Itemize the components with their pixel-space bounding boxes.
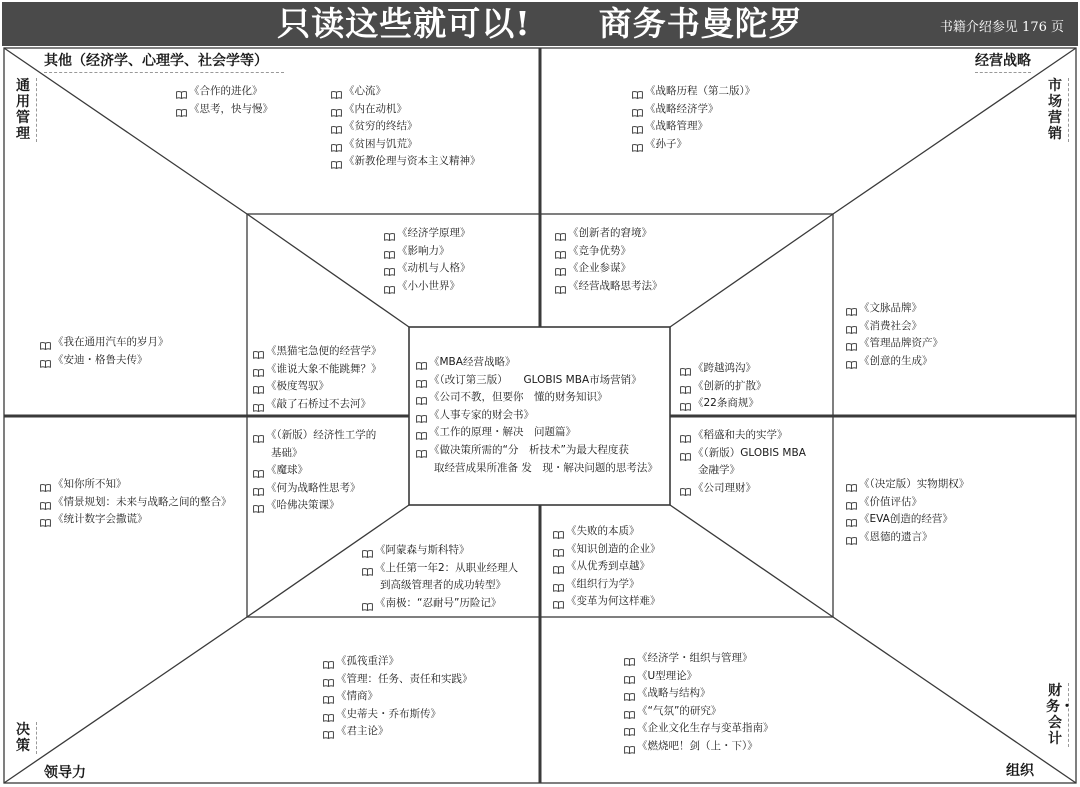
open-book-icon bbox=[555, 265, 566, 273]
book-entry bbox=[331, 153, 481, 171]
book-title: 《竞争优势》 bbox=[568, 244, 631, 257]
book-entry bbox=[680, 395, 759, 413]
book-title: 《心流》 bbox=[344, 85, 386, 97]
diagonal-bottom-right bbox=[833, 617, 1076, 783]
book-title: 《内在动机》 bbox=[344, 102, 407, 115]
book-title: 《（决定版）实物期权》 bbox=[859, 478, 970, 490]
category-general: 通用管理 bbox=[14, 78, 37, 142]
book-title: 《何为战略性思考》 bbox=[266, 481, 361, 494]
book-title: 《做决策所需的“分 析技术”为最大程度获 bbox=[429, 444, 629, 456]
book-title: 《上任第一年2：从职业经理人 bbox=[375, 561, 519, 574]
book-title: 《知识创造的企业》 bbox=[566, 542, 661, 555]
book-entry bbox=[624, 720, 774, 738]
open-book-icon bbox=[253, 432, 264, 440]
book-entry bbox=[555, 260, 631, 278]
book-entry bbox=[176, 83, 263, 101]
book-entry bbox=[253, 361, 382, 379]
book-entry bbox=[846, 318, 922, 336]
book-entry bbox=[323, 723, 389, 741]
open-book-icon bbox=[384, 230, 395, 238]
book-entry bbox=[553, 593, 661, 611]
book-title: 《贫困与饥荒》 bbox=[344, 137, 418, 150]
open-book-icon bbox=[624, 743, 635, 751]
book-entry bbox=[553, 541, 661, 559]
book-title: 《消费社会》 bbox=[859, 319, 922, 332]
open-book-icon bbox=[331, 123, 342, 131]
book-title: 《燃烧吧！剑（上・下）》 bbox=[637, 740, 758, 752]
book-title: 《知你所不知》 bbox=[53, 478, 127, 490]
book-entry bbox=[680, 378, 767, 396]
book-entry bbox=[331, 136, 418, 154]
open-book-icon bbox=[40, 339, 51, 347]
book-entry bbox=[40, 511, 148, 529]
book-title: 《经济学・组织与管理》 bbox=[637, 652, 753, 664]
book-title: 《创新的扩散》 bbox=[693, 379, 767, 392]
open-book-icon bbox=[846, 340, 857, 348]
book-entry bbox=[416, 407, 534, 425]
open-book-icon bbox=[331, 158, 342, 166]
book-entry bbox=[40, 494, 232, 512]
open-book-icon bbox=[253, 348, 264, 356]
book-entry bbox=[555, 278, 663, 296]
book-title: 《合作的进化》 bbox=[189, 85, 263, 97]
open-book-icon bbox=[331, 141, 342, 149]
open-book-icon bbox=[384, 283, 395, 291]
book-title: 《工作的原理・解决 问题篇》 bbox=[429, 426, 576, 439]
book-entry bbox=[323, 706, 441, 724]
open-book-icon bbox=[553, 581, 564, 589]
book-entry bbox=[632, 136, 687, 154]
diagonal-top-right bbox=[833, 48, 1076, 214]
open-book-icon bbox=[416, 359, 427, 367]
book-entry bbox=[553, 523, 640, 541]
open-book-icon bbox=[331, 106, 342, 114]
book-title: 《我在通用汽车的岁月》 bbox=[53, 336, 169, 348]
book-entry bbox=[384, 225, 471, 243]
category-decision: 决策 bbox=[14, 722, 37, 754]
book-title: 《贫穷的终结》 bbox=[344, 120, 418, 133]
book-title: 《思考，快与慢》 bbox=[189, 102, 273, 115]
book-entry bbox=[253, 343, 382, 361]
book-entry bbox=[323, 688, 378, 706]
book-entry bbox=[253, 396, 371, 414]
open-book-icon bbox=[40, 516, 51, 524]
book-title: 《哈佛决策课》 bbox=[266, 499, 340, 512]
diagonal-inner-bottom-right bbox=[670, 505, 833, 617]
open-book-icon bbox=[846, 305, 857, 313]
book-title: 《MBA经营战略》 bbox=[429, 356, 516, 368]
book-title: 《管理：任务、责任和实践》 bbox=[336, 672, 473, 685]
book-entry bbox=[680, 480, 756, 498]
book-entry bbox=[624, 668, 697, 686]
book-entry bbox=[553, 576, 640, 594]
book-title: 《失败的本质》 bbox=[566, 525, 640, 537]
book-entry bbox=[331, 83, 386, 101]
open-book-icon bbox=[323, 658, 334, 666]
book-title: 《南极：“忍耐号”历险记》 bbox=[375, 596, 502, 609]
category-marketing: 市场营销 bbox=[1046, 78, 1069, 142]
book-title: 《公司理财》 bbox=[693, 481, 756, 494]
open-book-icon bbox=[553, 528, 564, 536]
open-book-icon bbox=[416, 447, 427, 455]
open-book-icon bbox=[846, 516, 857, 524]
category-strategy: 经营战略 bbox=[975, 53, 1031, 73]
open-book-icon bbox=[253, 366, 264, 374]
open-book-icon bbox=[323, 693, 334, 701]
open-book-icon bbox=[416, 377, 427, 385]
book-title: 《从优秀到卓越》 bbox=[566, 560, 650, 573]
book-title: 《君主论》 bbox=[336, 725, 389, 738]
book-entry bbox=[331, 118, 418, 136]
book-entry bbox=[384, 243, 450, 261]
open-book-icon bbox=[331, 88, 342, 96]
book-title: 《孤筏重洋》 bbox=[336, 655, 399, 667]
book-title: 《跨越鸿沟》 bbox=[693, 362, 756, 374]
book-entry bbox=[846, 476, 969, 494]
book-title: 《战略经济学》 bbox=[645, 102, 719, 115]
open-book-icon bbox=[176, 88, 187, 96]
book-title-continued: 到高级管理者的成功转型》 bbox=[380, 579, 506, 592]
book-title: 《“气氛”的研究》 bbox=[637, 704, 722, 717]
page-title: 只读这些就可以! 商务书曼陀罗 bbox=[277, 4, 803, 43]
book-entry bbox=[846, 529, 933, 547]
open-book-icon bbox=[846, 481, 857, 489]
book-entry bbox=[362, 542, 470, 560]
open-book-icon bbox=[384, 265, 395, 273]
open-book-icon bbox=[553, 546, 564, 554]
book-entry bbox=[680, 427, 788, 445]
open-book-icon bbox=[846, 534, 857, 542]
open-book-icon bbox=[40, 499, 51, 507]
open-book-icon bbox=[680, 485, 691, 493]
book-title: 《魔球》 bbox=[266, 464, 308, 477]
book-entry bbox=[416, 354, 515, 372]
book-entry bbox=[253, 462, 308, 480]
open-book-icon bbox=[624, 690, 635, 698]
book-title: 《战略管理》 bbox=[645, 120, 708, 133]
open-book-icon bbox=[176, 106, 187, 114]
open-book-icon bbox=[624, 725, 635, 733]
book-title-continued: 金融学》 bbox=[698, 464, 740, 477]
book-title-continued: 基础》 bbox=[271, 446, 303, 459]
book-entry bbox=[40, 476, 127, 494]
open-book-icon bbox=[680, 450, 691, 458]
book-entry bbox=[680, 360, 756, 378]
book-entry bbox=[362, 560, 518, 578]
open-book-icon bbox=[846, 499, 857, 507]
book-title: 《恩德的遗言》 bbox=[859, 530, 933, 543]
book-title: 《情商》 bbox=[336, 690, 378, 703]
category-leadership: 领导力 bbox=[44, 765, 86, 781]
open-book-icon bbox=[553, 598, 564, 606]
book-entry bbox=[416, 424, 576, 442]
book-entry bbox=[624, 650, 753, 668]
book-title: 《稻盛和夫的实学》 bbox=[693, 429, 788, 441]
open-book-icon bbox=[362, 565, 373, 573]
book-entry bbox=[331, 101, 407, 119]
book-title: 《史蒂夫・乔布斯传》 bbox=[336, 707, 441, 720]
open-book-icon bbox=[846, 358, 857, 366]
open-book-icon bbox=[680, 365, 691, 373]
open-book-icon bbox=[416, 412, 427, 420]
book-entry bbox=[416, 372, 642, 390]
book-entry bbox=[632, 83, 755, 101]
book-title: 《（改订第三版） GLOBIS MBA市场营销》 bbox=[429, 373, 642, 386]
book-entry bbox=[323, 671, 473, 689]
book-title: 《小小世界》 bbox=[397, 279, 460, 292]
book-title: 《敲了石桥过不去河》 bbox=[266, 397, 371, 410]
book-title: 《企业文化生存与变革指南》 bbox=[637, 722, 774, 735]
book-entry bbox=[40, 352, 148, 370]
open-book-icon bbox=[680, 432, 691, 440]
book-entry bbox=[253, 378, 329, 396]
open-book-icon bbox=[40, 357, 51, 365]
page-reference: 书籍介绍参见 176 页 bbox=[939, 20, 1064, 35]
book-title: 《经营战略思考法》 bbox=[568, 279, 663, 292]
open-book-icon bbox=[253, 383, 264, 391]
book-title: 《（新版）GLOBIS MBA bbox=[693, 446, 806, 459]
open-book-icon bbox=[680, 383, 691, 391]
open-book-icon bbox=[555, 230, 566, 238]
open-book-icon bbox=[624, 673, 635, 681]
open-book-icon bbox=[253, 401, 264, 409]
book-title: 《公司不教，但要你 懂的财务知识》 bbox=[429, 391, 608, 404]
book-title: 《人事专家的财会书》 bbox=[429, 408, 534, 421]
book-entry bbox=[555, 225, 652, 243]
open-book-icon bbox=[384, 248, 395, 256]
book-entry bbox=[680, 445, 806, 463]
book-title: 《22条商规》 bbox=[693, 397, 759, 410]
book-entry bbox=[846, 300, 922, 318]
open-book-icon bbox=[253, 485, 264, 493]
book-entry bbox=[253, 427, 376, 445]
book-entry bbox=[632, 101, 719, 119]
book-title: 《情景规划：未来与战略之间的整合》 bbox=[53, 495, 232, 508]
book-entry bbox=[253, 480, 361, 498]
book-entry bbox=[40, 334, 169, 352]
open-book-icon bbox=[553, 563, 564, 571]
book-entry bbox=[323, 653, 399, 671]
open-book-icon bbox=[416, 394, 427, 402]
book-title: 《价值评估》 bbox=[859, 495, 922, 508]
open-book-icon bbox=[323, 728, 334, 736]
open-book-icon bbox=[632, 88, 643, 96]
book-entry bbox=[553, 558, 650, 576]
book-entry bbox=[555, 243, 631, 261]
book-title: 《新教伦理与资本主义精神》 bbox=[344, 155, 481, 168]
book-entry bbox=[384, 278, 460, 296]
category-organization: 组织 bbox=[1006, 763, 1034, 779]
book-entry bbox=[846, 335, 943, 353]
open-book-icon bbox=[624, 655, 635, 663]
category-other: 其他（经济学、心理学、社会学等） bbox=[44, 53, 284, 73]
book-title: 《黑猫宅急便的经营学》 bbox=[266, 345, 382, 357]
book-entry bbox=[624, 738, 758, 756]
book-title: 《管理品牌资产》 bbox=[859, 337, 943, 350]
book-title: 《阿蒙森与斯科特》 bbox=[375, 544, 470, 556]
book-title: 《战略历程（第二版）》 bbox=[645, 85, 756, 97]
open-book-icon bbox=[416, 429, 427, 437]
book-title: 《极度驾驭》 bbox=[266, 380, 329, 393]
book-title: 《安迪・格鲁夫传》 bbox=[53, 353, 148, 366]
book-title: 《U型理论》 bbox=[637, 669, 698, 682]
open-book-icon bbox=[253, 467, 264, 475]
book-entry bbox=[416, 442, 629, 460]
open-book-icon bbox=[323, 676, 334, 684]
open-book-icon bbox=[362, 600, 373, 608]
book-entry bbox=[362, 595, 501, 613]
book-title: 《创新者的窘境》 bbox=[568, 227, 652, 239]
book-title: 《文脉品牌》 bbox=[859, 302, 922, 314]
open-book-icon bbox=[632, 123, 643, 131]
open-book-icon bbox=[555, 248, 566, 256]
category-finance: 财务・会计 bbox=[1046, 683, 1074, 747]
book-title: 《战略与结构》 bbox=[637, 687, 711, 700]
book-title: 《（新版）经济性工学的 bbox=[266, 429, 377, 441]
book-entry bbox=[624, 685, 711, 703]
book-title: 《企业参谋》 bbox=[568, 262, 631, 275]
book-entry bbox=[624, 703, 721, 721]
book-title: 《影响力》 bbox=[397, 244, 450, 257]
book-title: 《创意的生成》 bbox=[859, 354, 933, 367]
diagonal-bottom-left bbox=[4, 617, 247, 783]
diagonal-inner-top-right bbox=[670, 214, 833, 327]
open-book-icon bbox=[846, 323, 857, 331]
book-title: 《EVA创造的经营》 bbox=[859, 513, 953, 526]
open-book-icon bbox=[680, 400, 691, 408]
book-title: 《组织行为学》 bbox=[566, 577, 640, 590]
book-entry bbox=[846, 494, 922, 512]
book-entry bbox=[253, 497, 340, 515]
book-title: 《动机与人格》 bbox=[397, 262, 471, 275]
open-book-icon bbox=[624, 708, 635, 716]
book-title: 《变革为何这样难》 bbox=[566, 595, 661, 608]
book-title-continued: 取经营成果所准备 发 现・解决问题的思考法》 bbox=[434, 461, 658, 474]
book-entry bbox=[632, 118, 708, 136]
open-book-icon bbox=[362, 547, 373, 555]
open-book-icon bbox=[253, 502, 264, 510]
open-book-icon bbox=[632, 141, 643, 149]
open-book-icon bbox=[40, 481, 51, 489]
book-entry bbox=[176, 101, 273, 119]
book-entry bbox=[416, 389, 608, 407]
open-book-icon bbox=[323, 711, 334, 719]
book-title: 《孙子》 bbox=[645, 137, 687, 150]
book-entry bbox=[846, 353, 933, 371]
book-title: 《统计数字会撒谎》 bbox=[53, 513, 148, 526]
book-entry bbox=[384, 260, 471, 278]
book-title: 《谁说大象不能跳舞？》 bbox=[266, 362, 382, 375]
open-book-icon bbox=[632, 106, 643, 114]
open-book-icon bbox=[555, 283, 566, 291]
book-title: 《经济学原理》 bbox=[397, 227, 471, 239]
book-entry bbox=[846, 511, 953, 529]
